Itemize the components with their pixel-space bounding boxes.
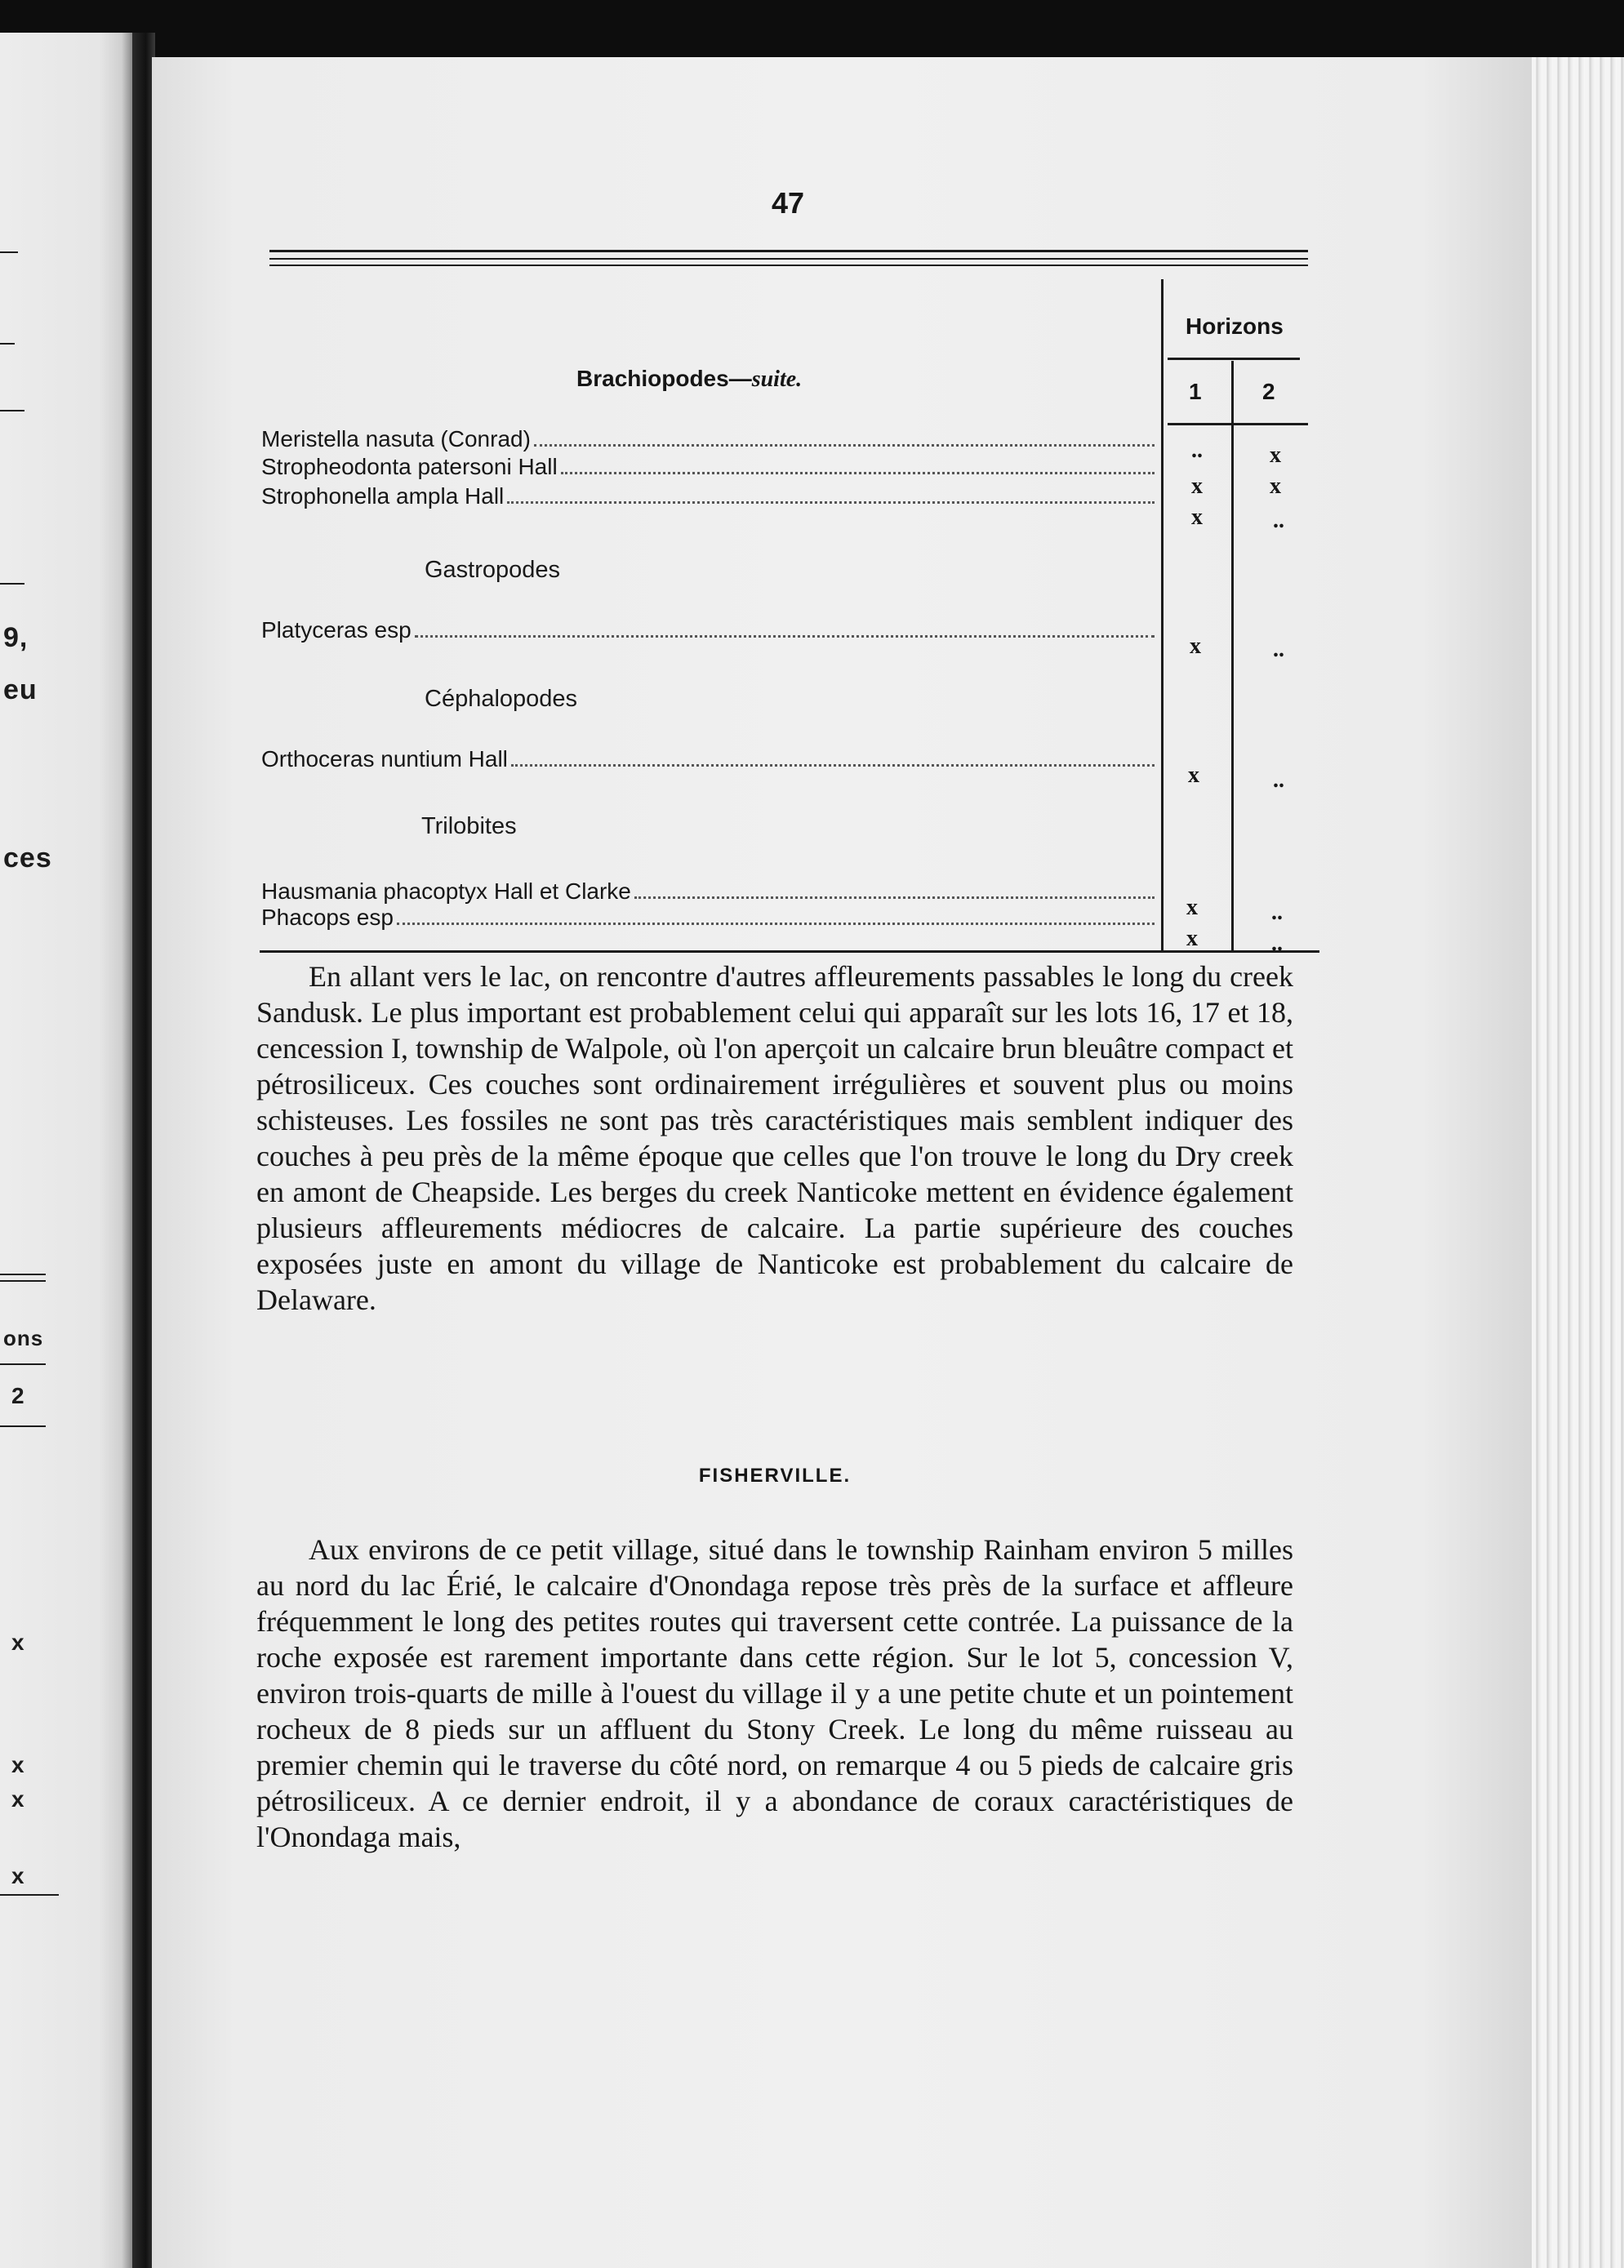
fragment-rule <box>0 1894 59 1896</box>
column-numbers-rule <box>1168 423 1308 425</box>
table-row <box>261 905 1159 932</box>
species-name: Meristella nasuta (Conrad) <box>261 426 531 451</box>
fragment-text: 9, <box>3 622 29 653</box>
table-top-rule <box>269 258 1308 260</box>
facing-page-edge <box>0 33 132 2268</box>
section-label: Trilobites <box>421 813 517 839</box>
horizon-1-mark: .. <box>1191 438 1203 463</box>
fragment-rule <box>0 343 15 345</box>
fragment-text: x <box>11 1752 25 1777</box>
species-name: Stropheodonta patersoni Hall <box>261 454 558 479</box>
table-top-rule <box>269 250 1308 252</box>
fragment-rule <box>0 1425 46 1427</box>
species-name: Strophonella ampla Hall <box>261 483 505 509</box>
species-name: Hausmania phacoptyx Hall et Clarke <box>261 878 631 904</box>
horizon-1-mark: x <box>1190 634 1201 659</box>
leader-dots <box>397 923 1155 925</box>
horizon-2-mark: .. <box>1271 900 1283 925</box>
section-label: Gastropodes <box>425 557 561 583</box>
table-row <box>261 454 1159 482</box>
leader-dots <box>561 472 1155 474</box>
horizon-1-mark: x <box>1186 926 1198 951</box>
column-header-1: 1 <box>1189 379 1202 404</box>
page-number: 47 <box>771 186 805 220</box>
horizon-2-mark: .. <box>1273 767 1284 793</box>
horizons-rule <box>1168 358 1300 360</box>
horizon-2-mark: .. <box>1271 931 1283 956</box>
table-row <box>261 746 1159 774</box>
fragment-rule <box>0 1280 46 1282</box>
caption-text: Brachiopodes— <box>576 366 752 391</box>
horizon-2-mark: .. <box>1273 637 1284 662</box>
column-header-2: 2 <box>1262 379 1275 404</box>
fragment-rule <box>0 1363 46 1365</box>
page-edge-stack <box>1532 57 1624 2268</box>
table-row <box>261 426 1159 454</box>
species-name: Orthoceras nuntium Hall <box>261 746 508 772</box>
horizon-2-mark: x <box>1270 442 1281 468</box>
caption-italic: suite. <box>751 367 803 392</box>
fragment-text: x <box>11 1863 25 1888</box>
table-row <box>261 617 1159 645</box>
fragment-text: x <box>11 1630 25 1655</box>
leader-dots <box>534 444 1155 447</box>
fragment-rule <box>0 251 18 253</box>
horizon-1-mark: x <box>1191 505 1203 530</box>
table-row <box>261 483 1159 511</box>
table-row <box>261 878 1159 906</box>
table-bottom-rule <box>260 950 1319 953</box>
paragraph-1: En allant vers le lac, on rencontre d'autres affleurements passables le long du creek Sandusk. Le plus important est probablement celui qui apparaît sur les lots 16, 17 et 18, cencession I, township de Walpole, où l'on aperçoit un calcaire brun bleuâtre compact et pétrosiliceux. Ces couches sont ordinairement irrégulières et souvent plus ou moins schisteuses. Les fossiles ne sont pas très caractéristiques mais semblent indiquer des couches à peu près de la même époque que celles que l'on trouve le long du Dry creek en amont de Cheapside. Les berges du creek Nanticoke mettent en évidence également plusieurs affleurements médiocres de calcaire. La partie supérieure des couches exposées juste en amont du village de Nanticoke est probablement du calcaire de Delaware. <box>256 960 1293 1316</box>
fragment-text: eu <box>3 674 38 705</box>
species-name: Phacops esp <box>261 905 394 930</box>
fragment-rule <box>0 410 24 411</box>
horizon-1-mark: x <box>1188 763 1199 788</box>
leader-dots <box>415 635 1155 638</box>
paragraph-2: Aux environs de ce petit village, situé dans le township Rainham environ 5 milles au nord du lac Érié, le calcaire d'Onondaga repose très près de la surface et affleure fréquemment le long des petites routes qui traversent cette contrée. La puissance de la roche exposée est rarement importante dans cette région. Sur le lot 5, concession V, environ trois-quarts de mille à l'ouest du village il y a une petite chute et un pointement rocheux de 8 pieds sur un affluent du Stony Creek. Le long du même ruisseau au premier chemin qui le traverse du côté nord, on remarque 4 ou 5 pieds de calcaire gris pétrosiliceux. A ce dernier endroit, il y a abondance de coraux caractéristiques de l'Onondaga mais, <box>256 1533 1293 1853</box>
horizon-2-mark: .. <box>1273 508 1284 533</box>
table-caption <box>576 366 802 393</box>
leader-dots <box>507 501 1155 504</box>
fragment-text: 2 <box>11 1383 25 1408</box>
table-column-divider <box>1231 361 1234 950</box>
fragment-rule <box>0 583 24 585</box>
fragment-rule <box>0 1274 46 1275</box>
leader-dots <box>511 764 1155 767</box>
horizon-1-mark: x <box>1191 474 1203 499</box>
section-label: Céphalopodes <box>425 686 578 712</box>
table-top-rule <box>269 265 1308 266</box>
horizons-header: Horizons <box>1186 314 1284 339</box>
horizon-2-mark: x <box>1270 474 1281 499</box>
species-name: Platyceras esp <box>261 617 412 643</box>
horizon-1-mark: x <box>1186 895 1198 920</box>
fragment-text: ons <box>3 1326 44 1350</box>
fragment-text: x <box>11 1786 25 1812</box>
table-column-divider <box>1161 279 1163 950</box>
leader-dots <box>634 896 1155 899</box>
section-heading: FISHERVILLE. <box>698 1465 852 1487</box>
fragment-text: ces <box>3 843 52 874</box>
